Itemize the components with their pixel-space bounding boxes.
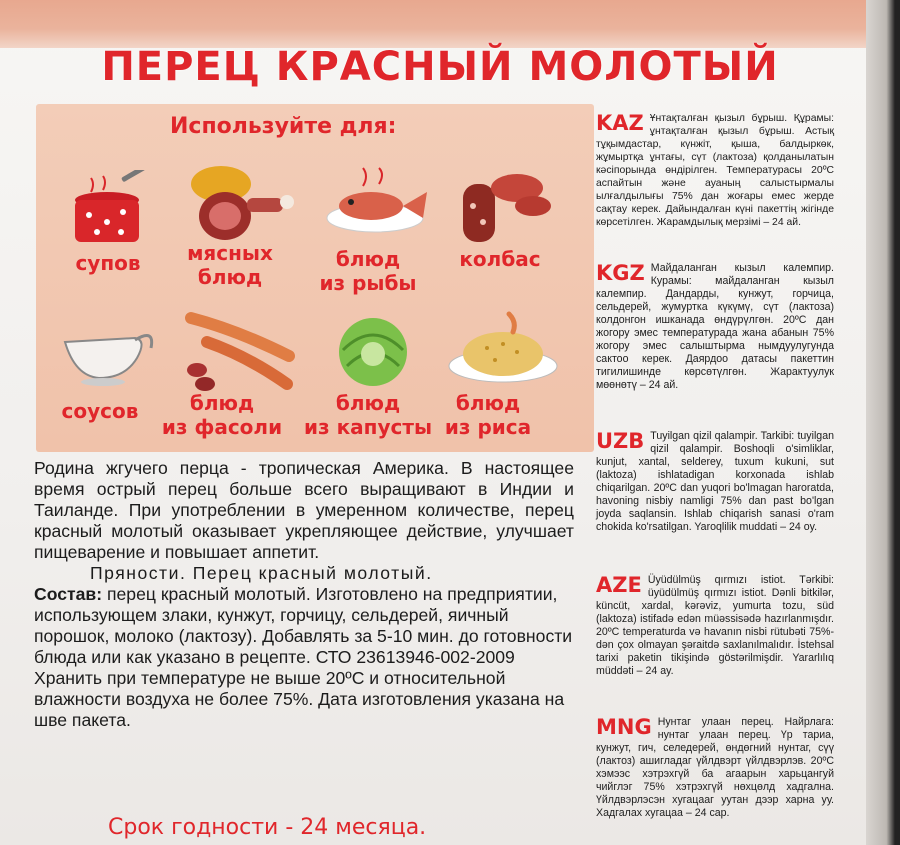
lang-code: KGZ: [596, 261, 645, 285]
soup-pot-icon: [63, 170, 153, 250]
use-item-soups: [38, 170, 178, 274]
composition-label: Состав:: [34, 584, 103, 604]
use-item-label: блюд: [335, 391, 401, 415]
product-title: ПЕРЕЦ КРАСНЫЙ МОЛОТЫЙ: [101, 44, 779, 90]
lang-code: AZE: [596, 573, 642, 597]
use-item-label: из капусты: [303, 415, 433, 439]
lang-text: Tuyilgan qizil qalampir. Tarkibi: tuyilgan qizil qalampir. Boshoqli o'simliklar, kunjut, xantal, selderey, tuxum kukuni, sut (laktoza) ishlatadigan korxonada ishlab chiqarilgan. 20ºC dan yuqori bo'lmagan haroratda, havoning nisbiy namligi 75% dan past bo'lgan joyda saqlansin. Ishlab chiqarish sanasi o'ram chokida ko'rsatilgan. Yaroqlilik muddati – 24 oy.: [596, 430, 834, 533]
use-item-sausage: [430, 166, 570, 270]
lang-text: Üyüdülmüş qırmızı istiot. Tərkibi: üyüdülmüş qırmızı istiot. Dənli bitkilər, küncüt, xardal, kərəviz, yumurta tozu, süd (laktoza) istifadə edən müəssisədə hazırlanmışdır. 20ºC temperaturda və havanın nisbi rütubəti 75%-dən çox olmayan şəraitdə saxlanılmalıdır. İstehsal tarixi paketin tikişində göstərilmişdir. Yararlılıq müddəti – 24 ay.: [596, 574, 834, 677]
use-item-cabbage: [298, 310, 438, 438]
expiry-text: Срок годности - 24 месяца.: [108, 815, 427, 840]
composition: [34, 584, 574, 731]
use-item-label: из риса: [444, 415, 532, 439]
use-item-label: блюд: [189, 391, 255, 415]
use-item-beans: [152, 310, 292, 438]
meat-ham-icon: [185, 160, 275, 240]
use-item-label: блюд: [197, 265, 263, 289]
use-item-label: супов: [75, 251, 141, 275]
lang-code: MNG: [596, 715, 652, 739]
use-item-label: соусов: [61, 399, 139, 423]
use-item-fish: [298, 166, 438, 294]
rice-dish-icon: [443, 310, 533, 390]
sausage-icon: [455, 166, 545, 246]
cabbage-icon: [323, 310, 413, 390]
fish-icon: [323, 166, 413, 246]
gravy-boat-icon: [55, 318, 145, 398]
description-paragraph: Родина жгучего перца - тропическая Америка. В настоящее время острый перец больше всего выращивают в Индии и Таиланде. При употреблении в умеренном количестве, перец красный молотый оказывает укрепляющее действие, улучшает пищеварение и повышает аппетит.: [34, 458, 574, 562]
use-item-rice: [418, 310, 558, 438]
beans-icon: [177, 310, 267, 390]
lang-text: Нунтаг улаан перец. Найрлага: нунтаг улаан перец. Үр тариа, кунжут, гич, селедерей, өндөгний нунтаг, сүү (лактоз) ашигладаг үйлдвэрт үйлдвэрлэв. 20ºС хэмээс хэтрэхгүй ба агаарын харьцангуй чийглэг 75% хэтрэхгүй нөхцөлд хадгална. Үйлдвэрлэсэн хугацааг уутан дээр харна уу. Хадгалах хугацаа – 24 сар.: [596, 716, 834, 819]
composition-text: перец красный молотый. Изготовлено на предприятии, использующем злаки, кунжут, горчицу, сельдерей, яичный порошок, молоко (лактозу). Добавлять за 5-10 мин. до готовности блюда или как указано в рецепте. СТО 23613946-002-2009 Хранить при температуре не выше 20ºС и относительной влажности воздуха не более 75%. Дата изготовления указана на шве пакета.: [34, 584, 573, 730]
lang-block-aze: [596, 574, 834, 678]
lang-block-kgz: [596, 262, 834, 392]
use-item-sauces: [30, 318, 170, 422]
lang-block-mng: [596, 716, 834, 820]
use-item-label: из фасоли: [161, 415, 283, 439]
package-right-edge: [866, 0, 900, 845]
use-item-label: мясных: [187, 241, 273, 265]
lang-text: Майдаланган кызыл калемпир. Курамы: майдаланган кызыл калемпир. Дандарды, кунжут, горчица, сельдерей, жумуртка күкүмү, сүт (лактоза) колдонгон ишканада өндүрүлгөн. 20ºС дан жогору эмес температурада жана абанын 75% жогору эмес салыштырма нымдуулугунда сактоо керек. Даярдоо датасы пакеттин тигилишинде көрсөтүлгөн. Жарактуулук мөөнөтү – 24 ай.: [596, 262, 834, 391]
package-top-band: [0, 0, 870, 48]
lang-block-kaz: [596, 112, 834, 229]
lang-block-uzb: [596, 430, 834, 534]
product-description: [34, 458, 574, 731]
lang-code: KAZ: [596, 111, 644, 135]
use-item-label: блюд: [455, 391, 521, 415]
lang-code: UZB: [596, 429, 645, 453]
use-item-label: колбас: [459, 247, 541, 271]
use-item-label: из рыбы: [319, 271, 417, 295]
use-for-heading: Используйте для:: [170, 114, 397, 139]
description-type: Пряности. Перец красный молотый.: [90, 563, 433, 583]
use-item-meat: [160, 160, 300, 288]
use-item-label: блюд: [335, 247, 401, 271]
lang-text: Ұнтақталған қызыл бұрыш. Құрамы: ұнтақталған қызыл бұрыш. Астық тұқымдастар, күнжіт, қыша, балдыркөк, жұмыртқа ұнтағы, сүт (лактоза) қолданылатын кәсіпорында өндірілген. Температурасы 20ºС аспайтын және ауаның салыстырмалы ылғалдылығы 75% дан жоғары емес жерде сақтау керек. Дайындалған күні пакеттің жігінде көрсетілген. Жарамдылық мерзімі – 24 ай.: [596, 113, 834, 228]
